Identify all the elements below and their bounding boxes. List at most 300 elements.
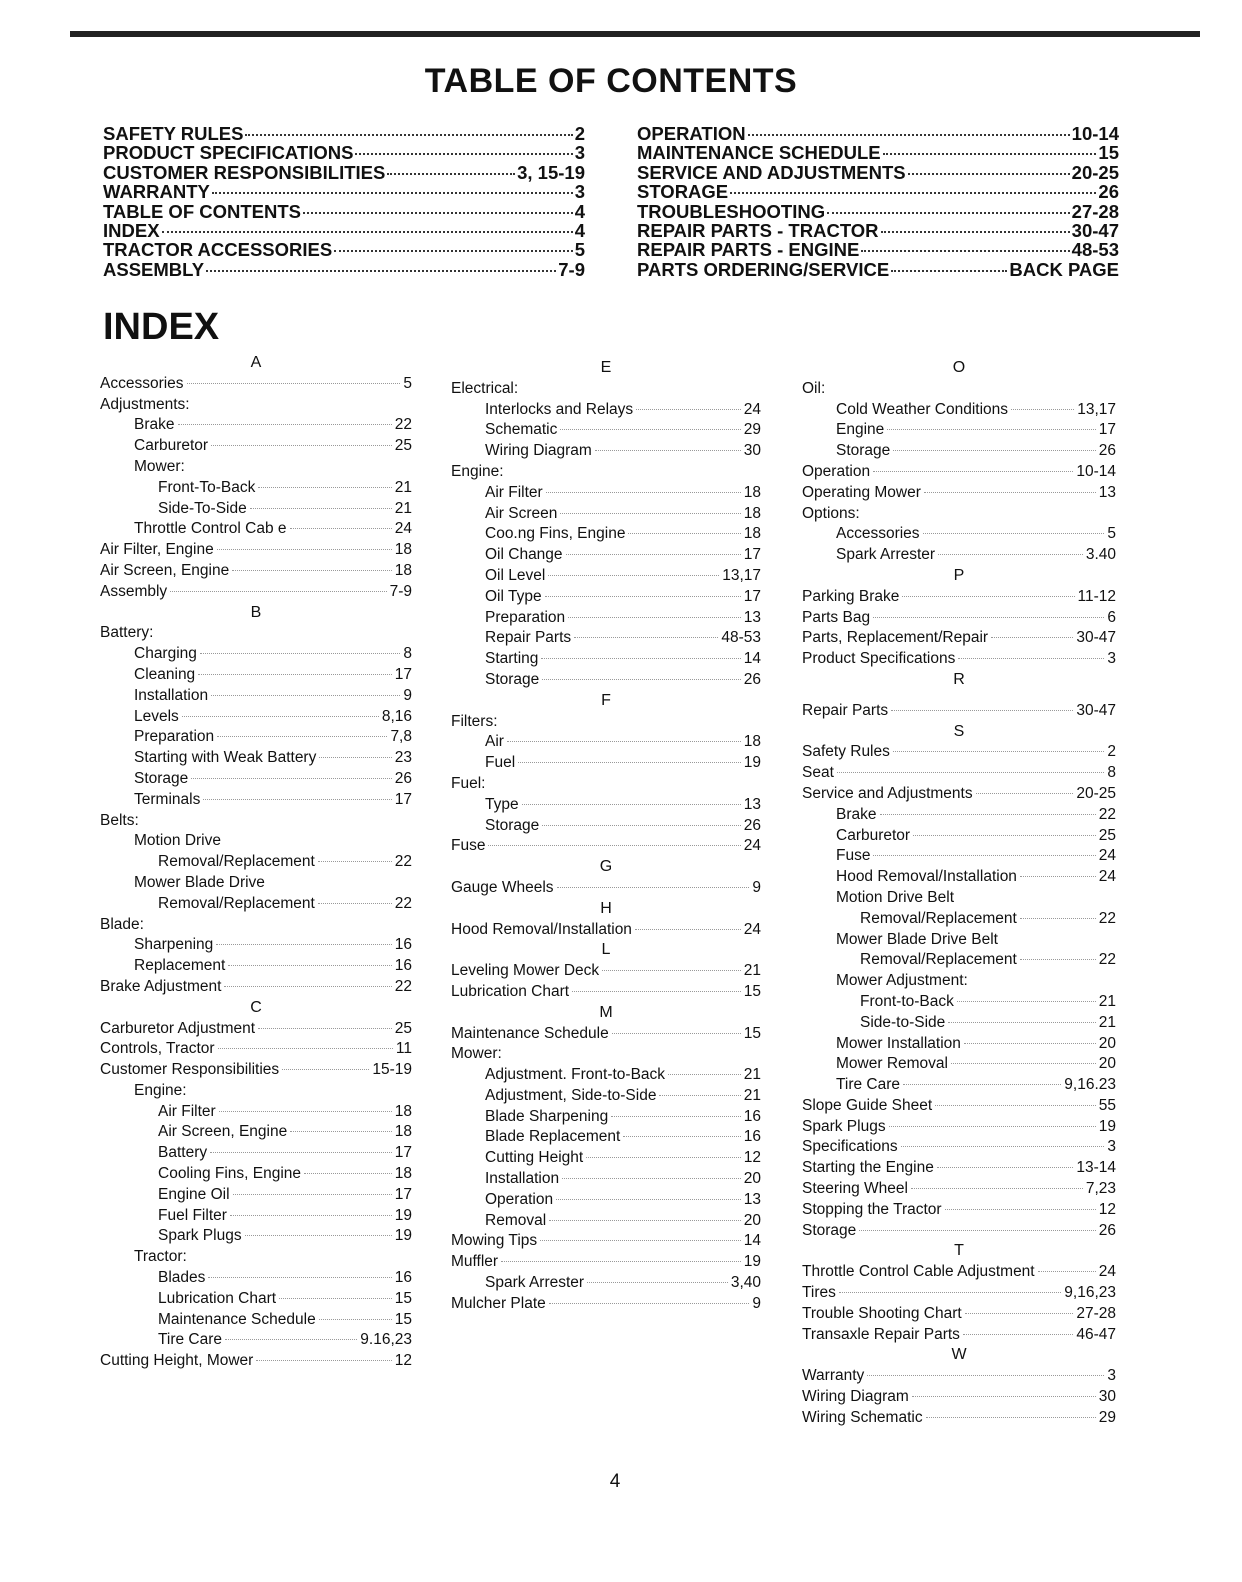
index-entry [100, 519, 412, 540]
index-entry [451, 961, 761, 982]
index-entry-label: Starting with Weak Battery [134, 749, 317, 767]
index-entry-page: 21 [743, 1086, 761, 1104]
dot-leader [902, 596, 1074, 597]
index-entry-label: Mower Removal [836, 1055, 948, 1073]
toc-page: 20-25 [1071, 161, 1119, 183]
index-entry [100, 1310, 412, 1331]
dot-leader [217, 736, 387, 737]
index-entry-page: 27-28 [1076, 1304, 1116, 1322]
toc-label: TRACTOR ACCESSORIES [103, 239, 333, 261]
index-entry-page: 12 [1098, 1200, 1116, 1218]
dot-leader [211, 695, 400, 696]
dot-leader [965, 1313, 1074, 1314]
index-entry-page: 24 [743, 837, 761, 855]
index-entry-label: Lubrication Chart [451, 982, 570, 1000]
index-entry [451, 587, 761, 608]
index-entry [802, 950, 1116, 971]
dot-leader [568, 617, 741, 618]
index-entry [451, 1127, 761, 1148]
index-entry-label: Removal [485, 1211, 547, 1229]
dot-leader [258, 487, 391, 488]
toc-page: 2 [574, 123, 585, 144]
index-entry-label: Oil: [802, 379, 826, 397]
dot-leader [976, 793, 1074, 794]
index-entry-label: Installation [134, 686, 209, 704]
index-entry-page: 13-14 [1076, 1159, 1116, 1177]
index-entry-label: Transaxle Repair Parts [802, 1325, 960, 1343]
index-entry-label: Trouble Shooting Chart [802, 1304, 962, 1322]
index-entry-page: 25 [394, 437, 412, 455]
index-entry-page: 11-12 [1077, 587, 1116, 605]
toc-label: TROUBLESHOOTING [637, 200, 826, 222]
toc-row [637, 240, 1119, 259]
index-entry-label: Spark Plugs [802, 1117, 886, 1135]
index-entry-label: Interlocks and Relays [485, 400, 634, 418]
index-entry [100, 1289, 412, 1310]
dot-leader [659, 1095, 740, 1096]
index-entry-label: Adjustment. Front-to-Back [485, 1066, 666, 1084]
index-entry-page: 13 [1098, 483, 1116, 501]
dot-leader [1011, 409, 1074, 410]
toc-page: 48-53 [1071, 239, 1119, 261]
index-entry-page: 13 [743, 608, 761, 626]
index-entry [451, 420, 761, 441]
index-entry-label: Leveling Mower Deck [451, 962, 600, 980]
index-entry-page: 3 [1107, 1138, 1116, 1156]
dot-leader [883, 153, 1097, 155]
index-entry [451, 524, 761, 545]
index-entry [100, 873, 412, 894]
index-entry [451, 504, 761, 525]
index-entry-label: Storage [485, 670, 540, 688]
dot-leader [881, 231, 1070, 233]
dot-leader [501, 1261, 741, 1262]
dot-leader [945, 1209, 1096, 1210]
index-entry-page: 3 [1107, 650, 1116, 668]
index-entry-page: 16 [743, 1107, 761, 1125]
dot-leader [557, 887, 750, 888]
dot-leader [178, 424, 392, 425]
index-entry-label: Wiring Diagram [802, 1388, 909, 1406]
toc-page: 10-14 [1071, 123, 1119, 144]
toc-row [103, 202, 585, 221]
index-entry-page: 16 [743, 1128, 761, 1146]
index-letter-heading: W [951, 1346, 967, 1364]
index-entry-page: 13,17 [722, 566, 761, 584]
index-entry-label: Fuel Filter [158, 1206, 227, 1224]
index-entry [100, 769, 412, 790]
dot-leader [549, 1303, 750, 1304]
dot-leader [290, 1131, 392, 1132]
index-entry-label: Oil Change [485, 546, 563, 564]
dot-leader [873, 471, 1073, 472]
index-entry [802, 1408, 1116, 1429]
toc-right-column [637, 124, 1119, 279]
index-entry-label: Air Screen, Engine [100, 561, 230, 579]
index-entry [100, 478, 412, 499]
dot-leader [572, 991, 741, 992]
index-entry-label: Cooling Fins, Engine [158, 1165, 302, 1183]
index-entry-label: Air Filter [485, 483, 543, 501]
index-entry [802, 1262, 1116, 1283]
toc-label: REPAIR PARTS - ENGINE [637, 239, 860, 261]
dot-leader [279, 1298, 392, 1299]
index-entry-label: Cleaning [134, 665, 196, 683]
index-entry-label: Parts, Replacement/Repair [802, 629, 989, 647]
dot-leader [964, 1043, 1096, 1044]
index-entry [451, 566, 761, 587]
index-entry-page: 7,23 [1085, 1180, 1116, 1198]
index-entry-page: 19 [743, 1253, 761, 1271]
index-letter-heading: P [953, 566, 965, 584]
dot-leader [210, 1152, 392, 1153]
index-entry-page: 21 [394, 478, 412, 496]
toc-label: REPAIR PARTS - TRACTOR [637, 219, 879, 241]
toc-label: ASSEMBLY [103, 258, 205, 280]
toc-row [103, 260, 585, 279]
index-entry-page: 2 [1107, 743, 1116, 761]
dot-leader [893, 450, 1095, 451]
index-entry [100, 540, 412, 561]
dot-leader [926, 1417, 1096, 1418]
index-entry [100, 623, 412, 644]
dot-leader [839, 1292, 1061, 1293]
page-number: 4 [609, 1471, 621, 1492]
toc-row [103, 163, 585, 182]
index-letter-heading: B [250, 603, 262, 621]
index-letter-heading: G [599, 858, 613, 876]
index-entry-page: 16 [394, 1269, 412, 1287]
dot-leader [507, 741, 741, 742]
toc-row [637, 143, 1119, 162]
toc-page: BACK PAGE [1009, 258, 1119, 280]
index-entry-label: Operating Mower [802, 483, 921, 501]
dot-leader [211, 445, 392, 446]
index-column-3 [802, 358, 1116, 1429]
dot-leader [873, 855, 1095, 856]
index-entry [802, 441, 1116, 462]
spacer [802, 691, 1116, 701]
index-entry [451, 1211, 761, 1232]
index-entry-page: 11 [395, 1040, 412, 1058]
index-entry-label: Tire Care [836, 1076, 901, 1094]
index-entry [451, 753, 761, 774]
index-entry-label: Storage [802, 1221, 857, 1239]
dot-leader [873, 617, 1104, 618]
dot-leader [232, 570, 392, 571]
index-entry [451, 1086, 761, 1107]
index-entry-label: Blade Sharpening [485, 1107, 609, 1125]
index-entry-page: 3.40 [1085, 546, 1116, 564]
index-entry [100, 811, 412, 832]
index-entry-page: 22 [1098, 951, 1116, 969]
index-entry [451, 816, 761, 837]
dot-leader [586, 1157, 741, 1158]
index-entry-page: 13,17 [1077, 400, 1116, 418]
index-entry-label: Carburetor [836, 826, 911, 844]
index-entry [802, 649, 1116, 670]
index-entry [100, 395, 412, 416]
index-entry [802, 1096, 1116, 1117]
index-entry-label: Mower Blade Drive Belt [836, 930, 998, 948]
index-entry [802, 524, 1116, 545]
dot-leader [203, 799, 391, 800]
dot-leader [958, 658, 1104, 659]
index-entry-label: Carburetor Adjustment [100, 1019, 256, 1037]
index-letter-heading: T [954, 1242, 964, 1260]
index-entry [100, 1247, 412, 1268]
index-entry-label: Mower: [134, 457, 185, 475]
index-entry [802, 701, 1116, 722]
dot-leader [304, 1173, 392, 1174]
dot-leader [542, 679, 740, 680]
index-entry-page: 26 [394, 769, 412, 787]
index-entry-label: Maintenance Schedule [158, 1310, 316, 1328]
index-entry-label: Battery: [100, 624, 154, 642]
index-entry [802, 930, 1116, 951]
toc-page: 5 [574, 239, 585, 261]
index-entry-label: Spark Plugs [158, 1227, 242, 1245]
index-entry [100, 665, 412, 686]
index-entry [451, 545, 761, 566]
dot-leader [560, 513, 740, 514]
index-entry-label: Steering Wheel [802, 1180, 908, 1198]
index-entry [802, 971, 1116, 992]
index-entry-label: Air Screen [485, 504, 558, 522]
index-letter-heading: O [952, 359, 966, 376]
index-entry-label: Fuse [836, 847, 871, 865]
dot-leader [901, 1146, 1105, 1147]
index-entry-page: 30-47 [1076, 629, 1116, 647]
index-entry [100, 1122, 412, 1143]
toc-page: 3 [574, 181, 585, 203]
index-entry [451, 982, 761, 1003]
index-entry-page: 18 [394, 561, 412, 579]
toc-row [103, 240, 585, 259]
index-entry [802, 1137, 1116, 1158]
index-entry-page: 16 [394, 957, 412, 975]
index-entry-label: Parking Brake [802, 587, 900, 605]
index-entry-page: 14 [743, 1232, 761, 1250]
dot-leader [891, 710, 1073, 711]
toc-row [637, 221, 1119, 240]
top-rule [70, 31, 1200, 37]
index-entry-page: 26 [743, 670, 761, 688]
index-entry-page: 22 [394, 977, 412, 995]
index-entry-page: 8 [1107, 764, 1116, 782]
index-entry-label: Blade Replacement [485, 1128, 621, 1146]
dot-leader [318, 861, 392, 862]
index-entry-label: Storage [836, 442, 891, 460]
index-entry-label: Front-to-Back [860, 992, 954, 1010]
index-entry-label: Safety Rules [802, 743, 890, 761]
index-entry [802, 483, 1116, 504]
index-column-2 [451, 358, 761, 1315]
index-entry [802, 784, 1116, 805]
index-entry [802, 1075, 1116, 1096]
index-entry [100, 1206, 412, 1227]
index-entry-label: Motion Drive [134, 832, 221, 850]
index-entry [100, 894, 412, 915]
index-entry [451, 608, 761, 629]
dot-leader [912, 1396, 1096, 1397]
dot-leader [623, 1136, 740, 1137]
index-entry-page: 22 [394, 894, 412, 912]
toc-page: 30-47 [1071, 219, 1119, 241]
index-entry-page: 22 [394, 416, 412, 434]
index-entry-page: 23 [394, 749, 412, 767]
index-entry [451, 920, 761, 941]
index-letter-heading: L [601, 941, 611, 959]
index-entry-label: Mower: [451, 1045, 502, 1063]
index-entry-label: Front-To-Back [158, 478, 256, 496]
index-entry-label: Seat [802, 764, 834, 782]
index-entry-label: Fuel: [451, 774, 486, 792]
toc-label: SAFETY RULES [103, 123, 244, 144]
index-entry-page: 7,8 [390, 728, 412, 746]
index-entry-label: Storage [134, 769, 189, 787]
index-entry-label: Cutting Height [485, 1149, 584, 1167]
index-entry-label: Accessories [836, 525, 920, 543]
index-entry [802, 1304, 1116, 1325]
index-entry-label: Wiring Schematic [802, 1408, 923, 1426]
index-entry-page: 17 [394, 1185, 412, 1203]
index-entry-label: Preparation [485, 608, 566, 626]
index-entry-page: 19 [394, 1206, 412, 1224]
index-entry [100, 831, 412, 852]
toc-label: PRODUCT SPECIFICATIONS [103, 142, 354, 164]
toc-label: TABLE OF CONTENTS [103, 200, 302, 222]
index-entry [100, 436, 412, 457]
index-entry-page: 9 [752, 1294, 761, 1312]
index-entry-page: 20 [743, 1211, 761, 1229]
dot-leader [191, 778, 391, 779]
index-entry [451, 1190, 761, 1211]
index-entry-page: 13 [743, 1190, 761, 1208]
index-entry-label: Engine: [451, 462, 504, 480]
index-entry-page: 15 [743, 982, 761, 1000]
index-entry-page: 29 [1098, 1408, 1116, 1426]
index-entry-page: 26 [743, 816, 761, 834]
index-entry-page: 10-14 [1076, 462, 1116, 480]
dot-leader [963, 1334, 1073, 1335]
index-entry [802, 888, 1116, 909]
toc-label: WARRANTY [103, 181, 210, 203]
dot-leader [991, 637, 1073, 638]
index-entry-label: Tires [802, 1284, 836, 1302]
dot-leader [587, 1282, 728, 1283]
index-entry-page: 21 [394, 499, 412, 517]
dot-leader [216, 944, 391, 945]
index-entry-label: Type [485, 795, 519, 813]
index-entry-label: Blade: [100, 915, 144, 933]
index-entry-page: 21 [743, 1066, 761, 1084]
index-entry [100, 1102, 412, 1123]
index-entry-page: 48-53 [721, 629, 761, 647]
index-entry [100, 644, 412, 665]
index-entry [451, 628, 761, 649]
dot-leader [319, 757, 391, 758]
index-entry [100, 935, 412, 956]
index-entry [100, 1060, 412, 1081]
index-entry-label: Removal/Replacement [860, 951, 1017, 969]
index-column-1 [100, 353, 412, 1372]
index-entry [100, 1185, 412, 1206]
index-entry-page: 25 [1098, 826, 1116, 844]
index-entry-page: 20 [743, 1170, 761, 1188]
dot-leader [218, 1048, 393, 1049]
index-entry-page: 8 [403, 645, 412, 663]
toc-row [637, 260, 1119, 279]
index-entry-page: 17 [743, 587, 761, 605]
index-entry-label: Options: [802, 504, 860, 522]
index-entry-page: 21 [1098, 992, 1116, 1010]
dot-leader [387, 173, 515, 175]
dot-leader [1038, 1271, 1096, 1272]
index-entry [451, 774, 761, 795]
index-entry-page: 9 [403, 686, 412, 704]
index-entry-label: Installation [485, 1170, 560, 1188]
index-entry-page: 12 [394, 1352, 412, 1370]
dot-leader [566, 554, 741, 555]
dot-leader [562, 1178, 741, 1179]
index-entry-page: 29 [743, 421, 761, 439]
index-entry [802, 1283, 1116, 1304]
index-entry-page: 22 [394, 853, 412, 871]
dot-leader [880, 814, 1096, 815]
dot-leader [318, 903, 392, 904]
toc-label: INDEX [103, 219, 160, 241]
index-entry [802, 1158, 1116, 1179]
index-entry-page: 16 [394, 936, 412, 954]
index-entry [100, 1019, 412, 1040]
dot-leader [206, 270, 556, 272]
dot-leader [282, 1069, 369, 1070]
dot-leader [937, 1167, 1074, 1168]
index-entry-label: Assembly [100, 582, 168, 600]
dot-leader [230, 1215, 392, 1216]
index-entry [100, 1351, 412, 1372]
index-entry [802, 420, 1116, 441]
index-entry-page: 19 [394, 1227, 412, 1245]
index-entry [802, 379, 1116, 400]
index-entry [802, 1325, 1116, 1346]
dot-leader [891, 270, 1007, 272]
index-entry-label: Cold Weather Conditions [836, 400, 1009, 418]
index-entry-page: 26 [1098, 442, 1116, 460]
dot-leader [948, 1022, 1095, 1023]
index-letter-heading: R [953, 670, 965, 688]
index-entry-label: Brake Adjustment [100, 977, 222, 995]
dot-leader [595, 450, 741, 451]
index-entry-page: 22 [1098, 805, 1116, 823]
index-entry [802, 1054, 1116, 1075]
dot-leader [170, 591, 386, 592]
index-entry-page: 18 [394, 1123, 412, 1141]
index-entry-page: 20 [1098, 1034, 1116, 1052]
index-entry-page: 8,16 [381, 707, 412, 725]
toc-row [637, 124, 1119, 143]
index-entry [802, 867, 1116, 888]
index-entry [802, 1221, 1116, 1242]
index-entry-page: 19 [1098, 1117, 1116, 1135]
index-entry [100, 1268, 412, 1289]
dot-leader [258, 1028, 392, 1029]
index-entry-page: 55 [1098, 1096, 1116, 1114]
dot-leader [1020, 918, 1096, 919]
index-entry [802, 1179, 1116, 1200]
toc-page: 3 [574, 142, 585, 164]
